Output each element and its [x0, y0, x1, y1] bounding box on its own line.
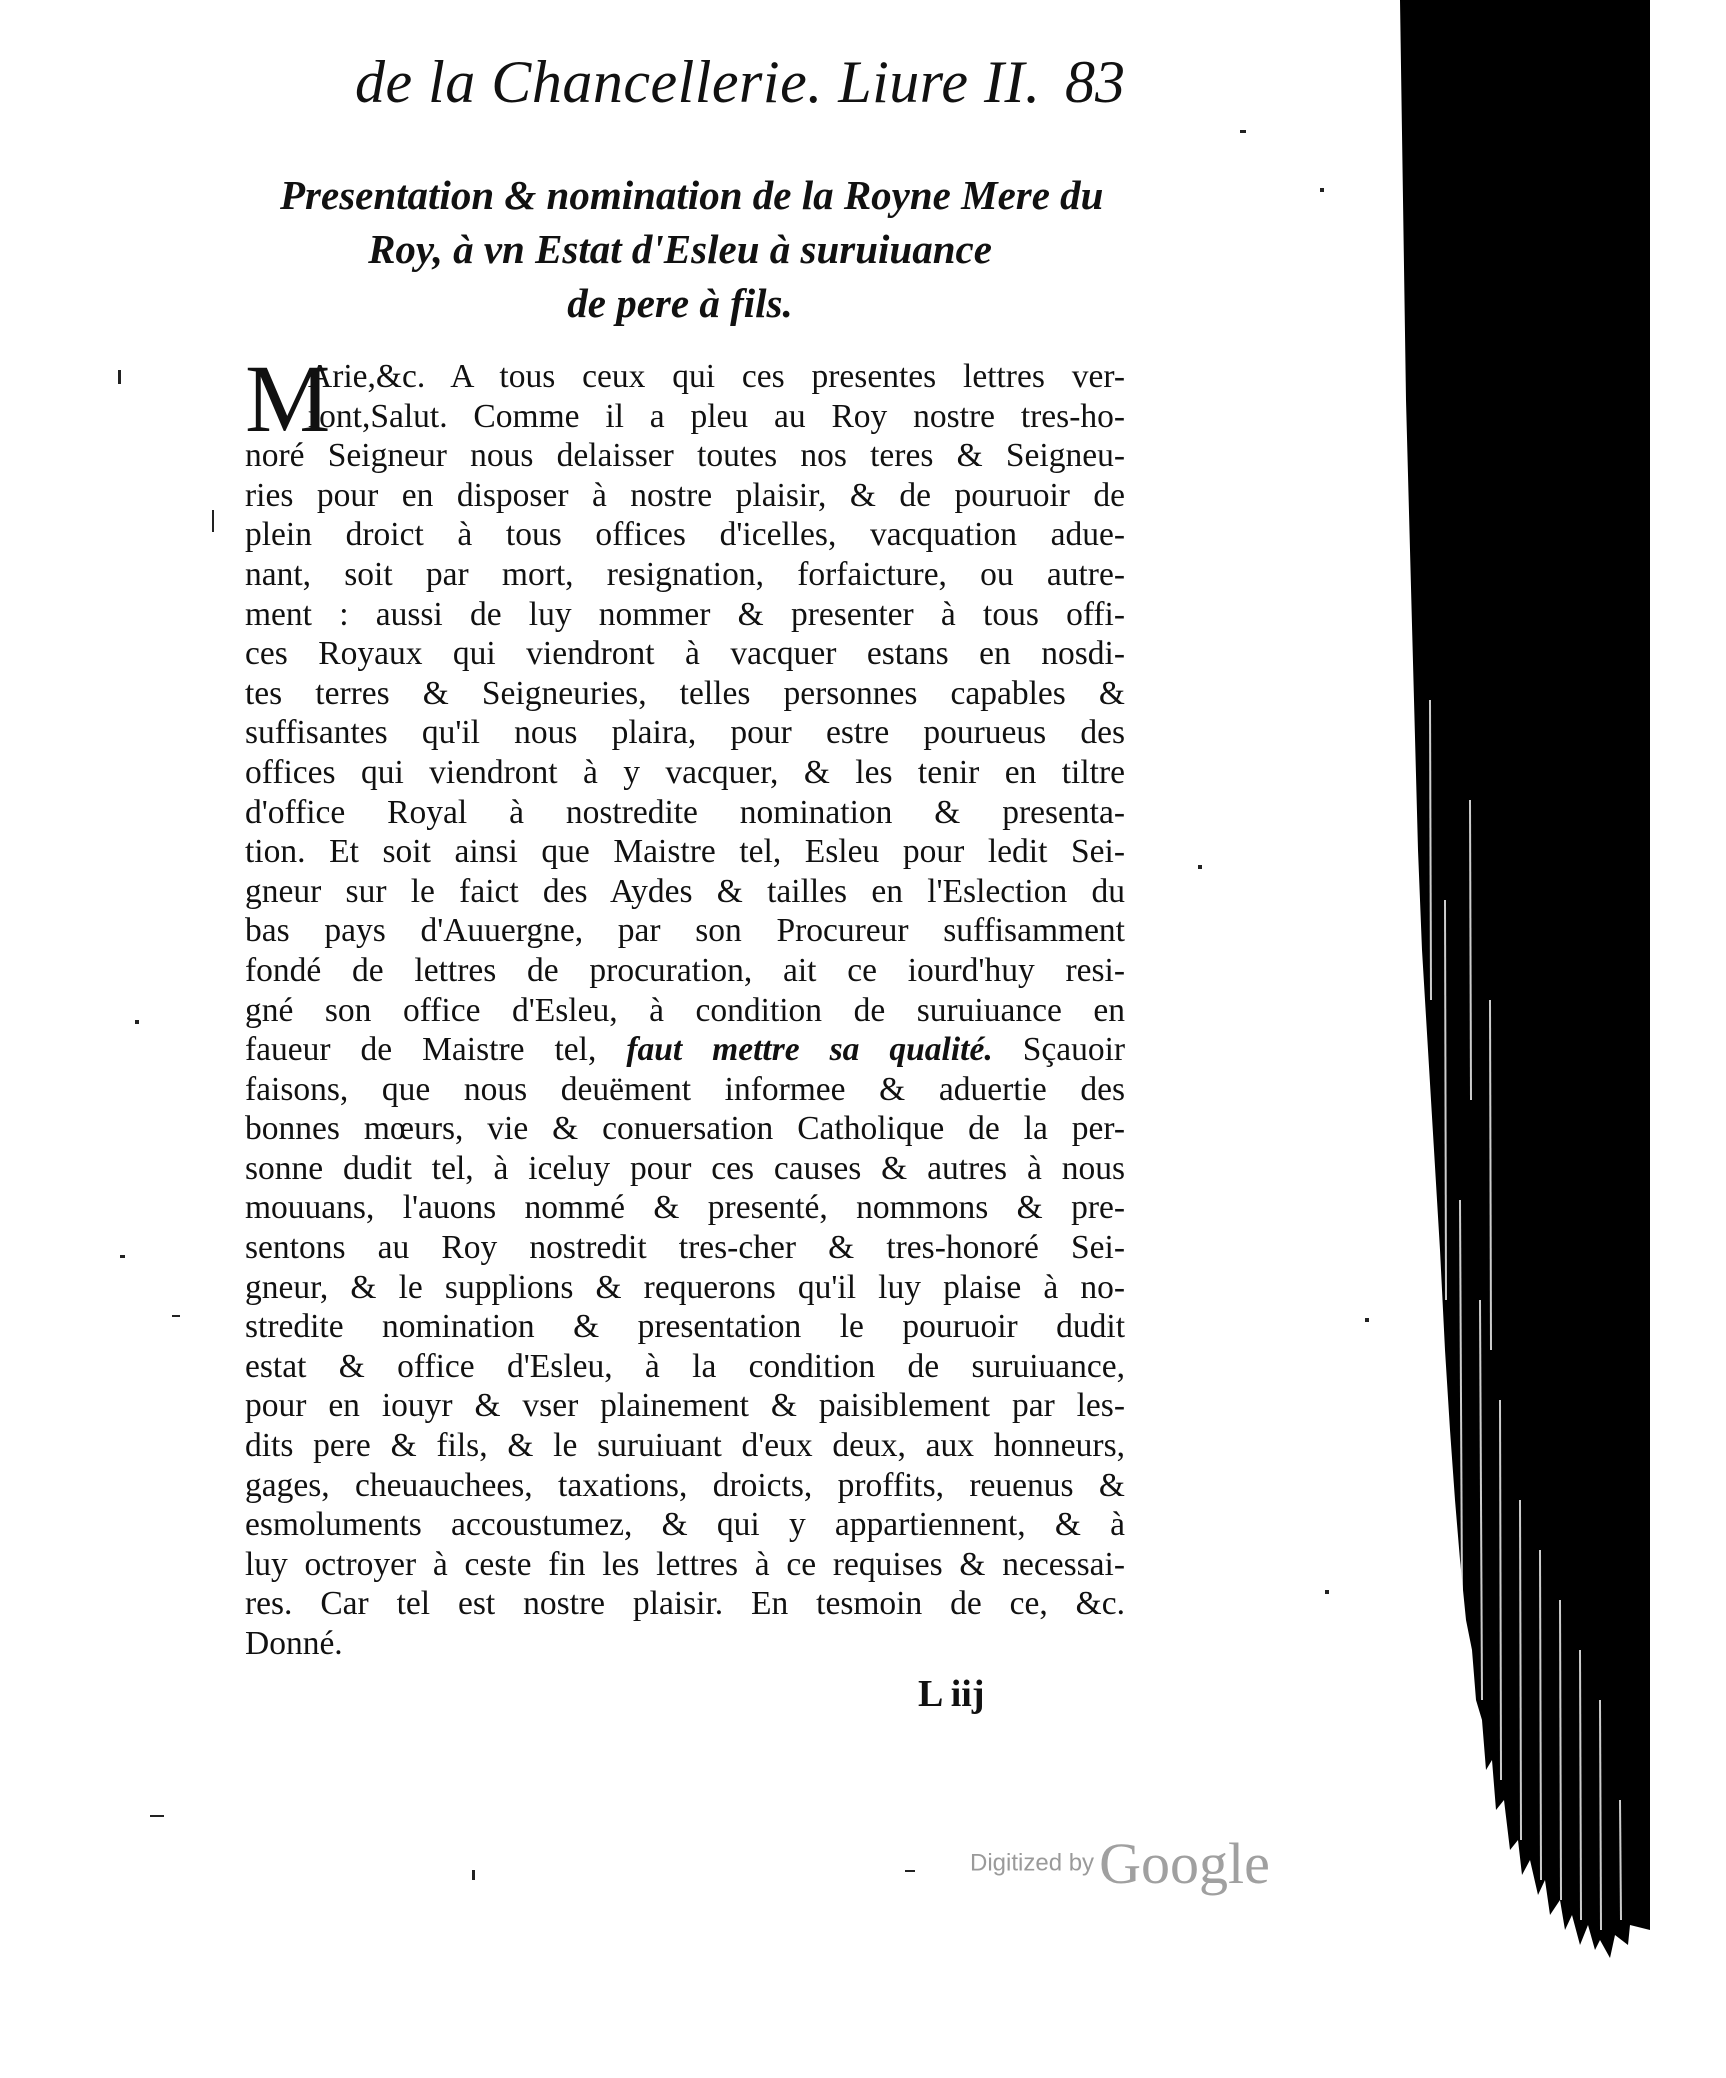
text-line: bas pays d'Auuergne, par son Procureur suffisamment	[245, 912, 1125, 950]
heading-line: Roy, à vn Estat d'Esleu à suruiuance	[368, 226, 992, 272]
italic-insert: faut mettre sa qualité.	[626, 1031, 993, 1069]
text-line: gneur, & le supplions & requerons qu'il luy plaise à no-	[245, 1268, 1125, 1306]
section-heading	[280, 168, 1104, 330]
text-line: estat & office d'Esleu, à la condition de suruiuance,	[245, 1347, 1125, 1385]
text-line: Donné.	[245, 1625, 343, 1662]
text-segment: faueur de Maistre tel,	[245, 1031, 597, 1069]
text-line: ces Royaux qui viendront à vacquer estans en nosdi-	[245, 635, 1125, 673]
text-line: ment : aussi de luy nommer & presenter à tous offi-	[245, 595, 1125, 633]
text-line: fondé de lettres de procuration, ait ce iourd'huy resi-	[245, 951, 1125, 989]
text-line: tes terres & Seigneuries, telles personnes capables &	[245, 674, 1125, 712]
speck	[135, 1020, 139, 1024]
text-segment: Sçauoir	[1022, 1031, 1126, 1069]
text-line: mouuans, l'auons nommé & presenté, nommons & pre-	[245, 1189, 1125, 1227]
speck	[1240, 130, 1246, 133]
text-line: ries pour en disposer à nostre plaisir, & de pouruoir de	[245, 476, 1125, 514]
text-line: d'office Royal à nostredite nomination & presenta-	[245, 793, 1125, 831]
speck	[118, 370, 121, 384]
text-line: dits pere & fils, & le suruiuant d'eux deux, aux honneurs,	[245, 1427, 1125, 1465]
text-line: noré Seigneur nous delaisser toutes nos teres & Seigneu-	[245, 437, 1125, 475]
page-number: 83	[1065, 49, 1125, 115]
running-head	[355, 48, 1125, 128]
text-line: gneur sur le faict des Aydes & tailles en l'Eslection du	[245, 872, 1125, 910]
body-text	[245, 345, 1126, 1664]
speck	[120, 1255, 125, 1258]
text-line: tion. Et soit ainsi que Maistre tel, Esleu pour ledit Sei-	[245, 833, 1125, 871]
text-line: ront,Salut. Comme il a pleu au Roy nostre tres-ho-	[308, 397, 1125, 435]
text-line: res. Car tel est nostre plaisir. En tesmoin de ce, &c.	[245, 1585, 1125, 1623]
heading-line: Presentation & nomination de la Royne Mere du	[280, 172, 1104, 218]
page-edge-shadow	[1400, 0, 1650, 1960]
speck	[472, 1870, 475, 1880]
text-line: gné son office d'Esleu, à condition de suruiuance en	[245, 991, 1125, 1029]
text-line: offices qui viendront à y vacquer, & les tenir en tiltre	[245, 753, 1125, 791]
heading-line: de pere à fils.	[567, 280, 793, 326]
speck	[1320, 188, 1324, 192]
text-line: gages, cheuauchees, taxations, droicts, proffits, reuenus &	[245, 1466, 1125, 1504]
speck	[1325, 1590, 1329, 1594]
speck	[150, 1815, 164, 1817]
text-line: faisons, que nous deuëment informee & aduertie des	[245, 1070, 1125, 1108]
speck	[212, 510, 214, 532]
text-line: Arie,&c. A tous ceux qui ces presentes lettres ver-	[308, 358, 1125, 395]
text-line: suffisantes qu'il nous plaira, pour estre pourueus des	[245, 714, 1125, 752]
speck	[1198, 865, 1202, 869]
watermark-small-text: Digitized by	[970, 1849, 1095, 1877]
text-line: sentons au Roy nostredit tres-cher & tres-honoré Sei-	[245, 1229, 1125, 1267]
speck	[172, 1315, 180, 1317]
text-line-with-italic	[245, 1030, 1125, 1070]
text-line: esmoluments accoustumez, & qui y appartiennent, & à	[245, 1506, 1125, 1544]
signature-mark: L iij	[918, 1673, 985, 1715]
speck	[1365, 1318, 1369, 1322]
text-line: luy octroyer à ceste fin les lettres à ce requises & necessai-	[245, 1545, 1125, 1583]
drop-cap: M	[245, 345, 331, 452]
speck	[905, 1870, 915, 1872]
text-line: plein droict à tous offices d'icelles, vacquation adue-	[245, 516, 1125, 554]
text-line: sonne dudit tel, à iceluy pour ces causes & autres à nous	[245, 1149, 1125, 1187]
text-line: stredite nomination & presentation le pouruoir dudit	[245, 1308, 1125, 1346]
text-line: pour en iouyr & vser plainement & paisiblement par les-	[245, 1387, 1125, 1425]
running-title: de la Chancellerie. Liure II.	[355, 49, 1041, 115]
text-line: nant, soit par mort, resignation, forfaicture, ou autre-	[245, 555, 1125, 593]
digitization-watermark	[970, 1830, 1270, 1897]
watermark-logo-text: Google	[1099, 1831, 1270, 1896]
text-line: bonnes mœurs, vie & conuersation Catholique de la per-	[245, 1110, 1125, 1148]
